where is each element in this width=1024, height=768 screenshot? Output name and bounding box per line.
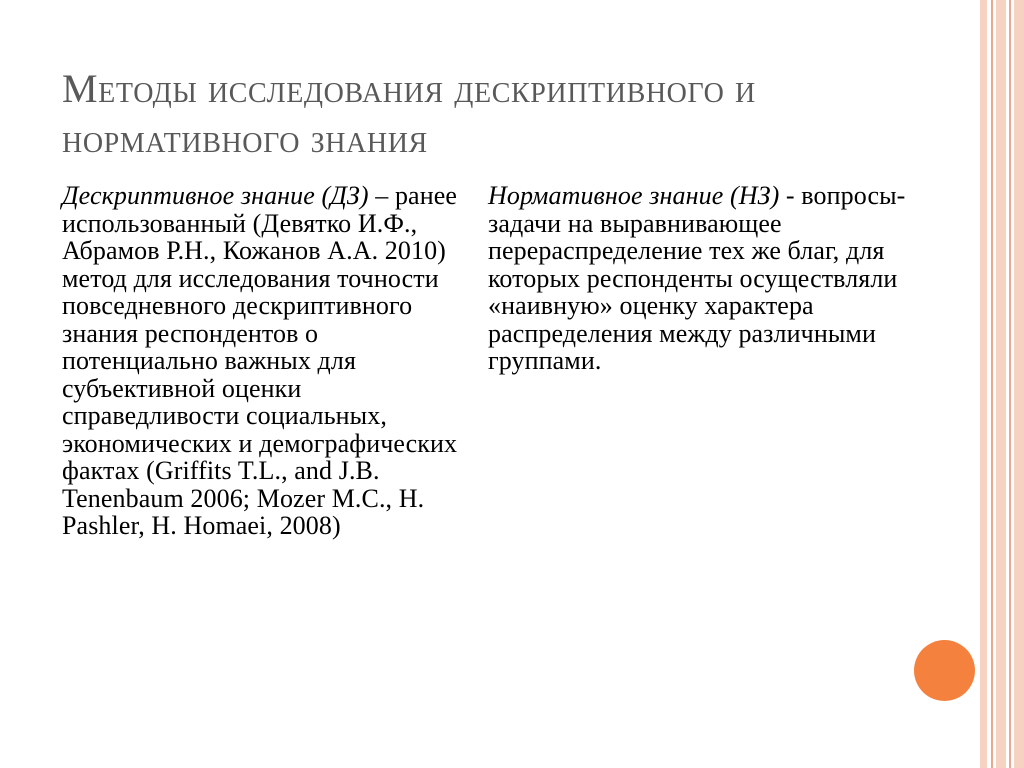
decorative-stripe [1009,0,1011,768]
descriptive-knowledge-term: Дескриптивное знание (ДЗ) [62,181,369,210]
slide-title: Методы исследования дескриптивного и нормативного знания [62,66,756,161]
normative-knowledge-term: Нормативное знание (НЗ) [488,181,780,210]
decorative-stripe [980,0,987,768]
descriptive-knowledge-column [62,182,462,540]
decorative-stripe [991,0,993,768]
normative-knowledge-text: - вопросы-задачи на выравнивающее перераспределение тех же благ, для которых респонденты осуществляли «наивную» оценку характера распределения между различными группами. [488,181,906,375]
decorative-stripe [996,0,1006,768]
decorative-stripe [1014,0,1024,768]
descriptive-knowledge-text: – ранее использованный (Девятко И.Ф., Абрамов Р.Н., Кожанов А.А. 2010) метод для исследования точности повседневного дескриптивного знания респондентов о потенциально важных для субъективной оценки справедливости социальных, экономических и демографических фактах (Griffits T.L., and J.B. Tenenbaum 2006; Mozer M.C., H. Pashler, H. Homaei, 2008) [62,181,458,540]
decorative-circle [914,640,975,701]
normative-knowledge-column [488,182,908,375]
